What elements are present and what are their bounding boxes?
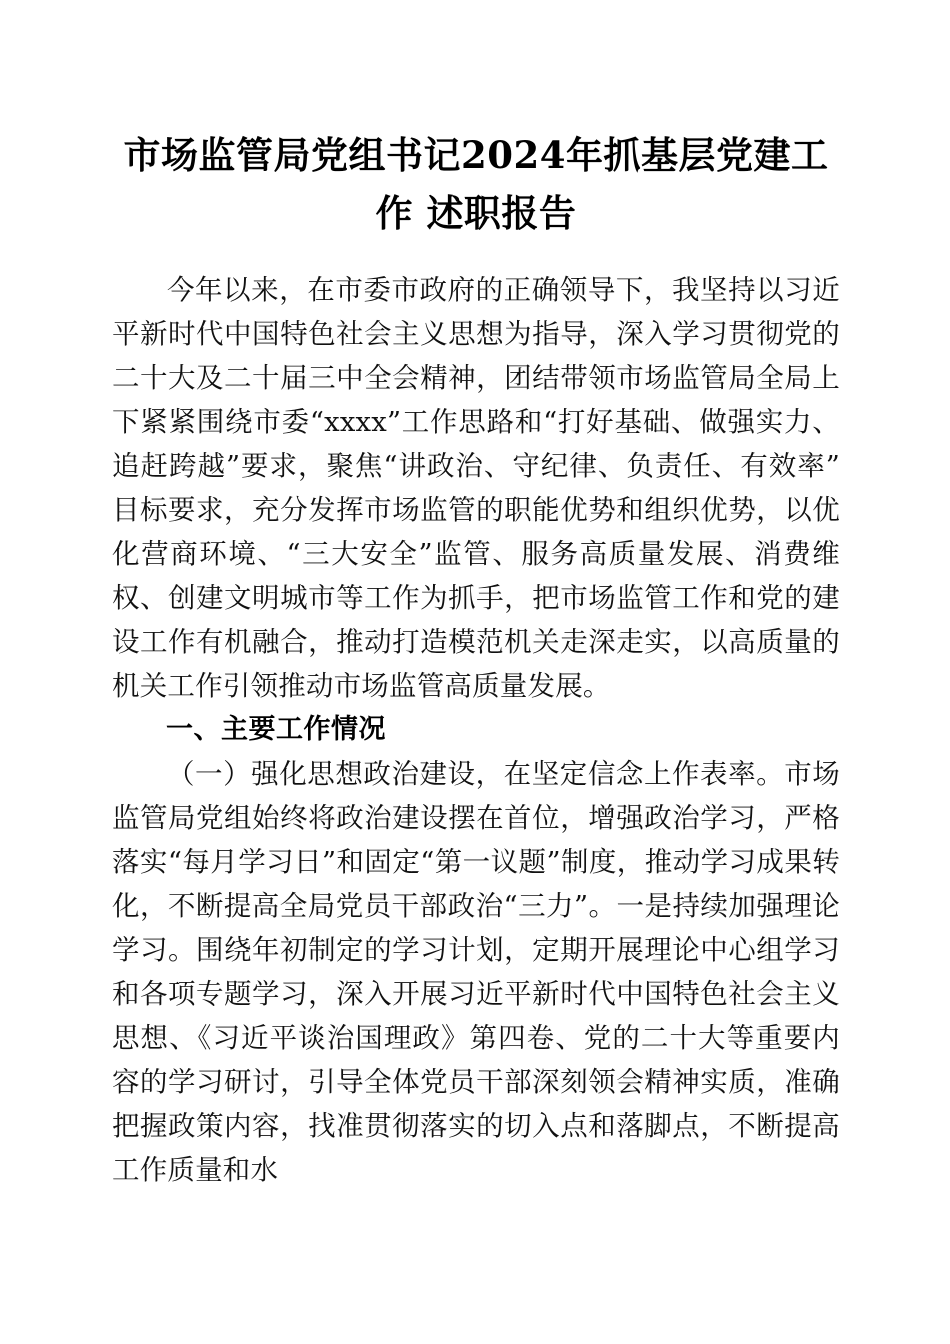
page-title	[112, 126, 840, 242]
section-heading-1: 一、主要工作情况	[166, 714, 386, 745]
page-title-line-2: 述职报告	[426, 191, 577, 235]
page-title-line-1: 市场监管局党组书记2024年抓基层党建工作	[123, 133, 829, 235]
document-body	[112, 268, 840, 1192]
subsection-1-paragraph: （一）强化思想政治建设，在坚定信念上作表率。市场监管局党组始终将政治建设摆在首位，增强政治学习，严格落实“每月学习日”和固定“第一议题”制度，推动学习成果转化，不断提高全局党员干部政治“三力”。一是持续加强理论学习。围绕年初制定的学习计划，定期开展理论中心组学习和各项专题学习，深入开展习近平新时代中国特色社会主义思想、《习近平谈治国理政》第四卷、党的二十大等重要内容的学习研讨，引导全体党员干部深刻领会精神实质，准确把握政策内容，找准贯彻落实的切入点和落脚点，不断提高工作质量和水	[112, 758, 840, 1186]
opening-paragraph: 今年以来，在市委市政府的正确领导下，我坚持以习近平新时代中国特色社会主义思想为指导，深入学习贯彻党的二十大及二十届三中全会精神，团结带领市场监管局全局上下紧紧围绕市委“xxxx”工作思路和“打好基础、做强实力、追赶跨越”要求，聚焦“讲政治、守纪律、负责任、有效率”目标要求，充分发挥市场监管的职能优势和组织优势，以优化营商环境、“三大安全”监管、服务高质量发展、消费维权、创建文明城市等工作为抓手，把市场监管工作和党的建设工作有机融合，推动打造模范机关走深走实，以高质量的机关工作引领推动市场监管高质量发展。	[112, 274, 840, 702]
